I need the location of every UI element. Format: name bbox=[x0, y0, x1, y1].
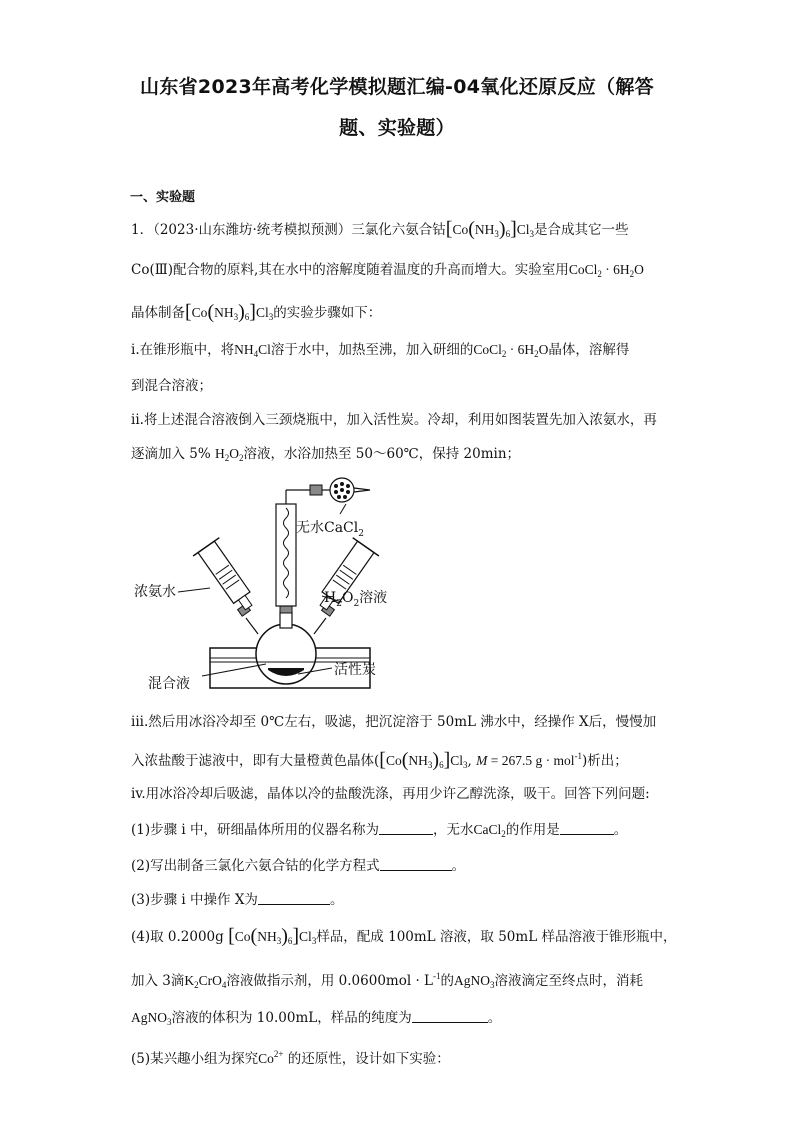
section-heading: 一、实验题 bbox=[130, 190, 196, 205]
page-title-cont: 题、实验题） bbox=[339, 117, 455, 139]
question-4-line-1: (4)取 0.2000g $[Co(NH_3)_6]Cl_3$样品，配成 100mL 溶液，取 50mL 样品溶液于锥形瓶中， bbox=[131, 925, 677, 947]
label-hydrogen-peroxide: $H_2O_2$溶液 bbox=[324, 590, 388, 609]
answer-blank-1b[interactable] bbox=[560, 820, 614, 835]
step-3-line-2: 入浓盐酸于滤液中，即有大量橙黄色晶体($[Co(NH_3)_6]Cl_3$, M = 267.5 g · mol$^{-1}$)析出； bbox=[131, 749, 628, 771]
question-line-1: 1．（2023·山东潍坊·统考模拟预测）三氯化六氨合钴$[Co(NH_3)_6]Cl_3$是合成其它一些 bbox=[131, 218, 629, 240]
question-3: (3)步骤 i 中操作 X为 。 bbox=[131, 892, 344, 908]
question-4-line-3: AgNO$_3$溶液的体积为 10.00mL，样品的纯度为 。 bbox=[131, 1010, 502, 1027]
label-calcium-chloride: 无水CaCl$_2$ bbox=[296, 520, 364, 539]
step-4-line: iv.用冰浴冷却后吸滤，晶体以冷的盐酸洗涤，再用少许乙醇洗涤，吸干。回答下列问题: bbox=[131, 786, 650, 802]
step-2-line-1: ii.将上述混合溶液倒入三颈烧瓶中，加入活性炭。冷却，利用如图装置先加入浓氨水，再 bbox=[131, 412, 657, 428]
answer-blank-3[interactable] bbox=[258, 890, 330, 905]
label-ammonia: 浓氨水 bbox=[134, 584, 176, 600]
complex-formula: $[Co(NH_3)_6]Cl_3$ bbox=[445, 218, 535, 240]
question-1: (1)步骤 i 中，研细晶体所用的仪器名称为 ，无水CaCl$_2$的作用是 。 bbox=[131, 822, 628, 839]
question-2: (2)写出制备三氯化六氨合钴的化学方程式 。 bbox=[131, 858, 466, 874]
question-4-line-2: 加入 3滴$K_2CrO_4$溶液做指示剂，用 $0.0600mol \cdot L^{-1}$的AgNO$_3$溶液滴定至终点时，消耗 bbox=[131, 971, 644, 990]
reflux-condenser bbox=[276, 504, 296, 606]
page-title: 山东省2023年高考化学模拟题汇编-04氧化还原反应（解答 bbox=[140, 76, 654, 98]
question-line-2: Co(Ⅲ)配合物的原料,其在水中的溶解度随着温度的升高而增大。实验室用CoCl$_2$ · $6H_2O$ bbox=[131, 262, 644, 279]
answer-blank-4[interactable] bbox=[412, 1008, 488, 1023]
step-3-line-1: iii.然后用冰浴冷却至 0℃左右，吸滤，把沉淀溶于 50mL 沸水中，经操作 X后，慢慢加 bbox=[131, 714, 657, 730]
step-1-line-2: 到混合溶液； bbox=[131, 378, 212, 394]
answer-blank-2[interactable] bbox=[380, 856, 452, 871]
ammonia-funnel bbox=[193, 538, 262, 617]
step-2-line-2: 逐滴加入 5% $H_2O_2$溶液，水浴加热至 50～60℃，保持 20min； bbox=[131, 446, 521, 463]
apparatus-figure bbox=[118, 468, 438, 708]
answer-blank-1a[interactable] bbox=[379, 820, 433, 835]
question-5: (5)某兴趣小组为探究$Co^{2+}$ 的还原性，设计如下实验： bbox=[131, 1049, 450, 1067]
label-carbon: 活性炭 bbox=[334, 662, 376, 678]
label-mixture: 混合液 bbox=[148, 676, 190, 692]
step-1-line-1: i.在锥形瓶中，将$NH_4Cl$溶于水中，加热至沸，加入研细的CoCl$_2$ · $6H_2O$晶体，溶解得 bbox=[131, 342, 630, 359]
question-line-3: 晶体制备$[Co(NH_3)_6]Cl_3$的实验步骤如下： bbox=[131, 301, 382, 323]
